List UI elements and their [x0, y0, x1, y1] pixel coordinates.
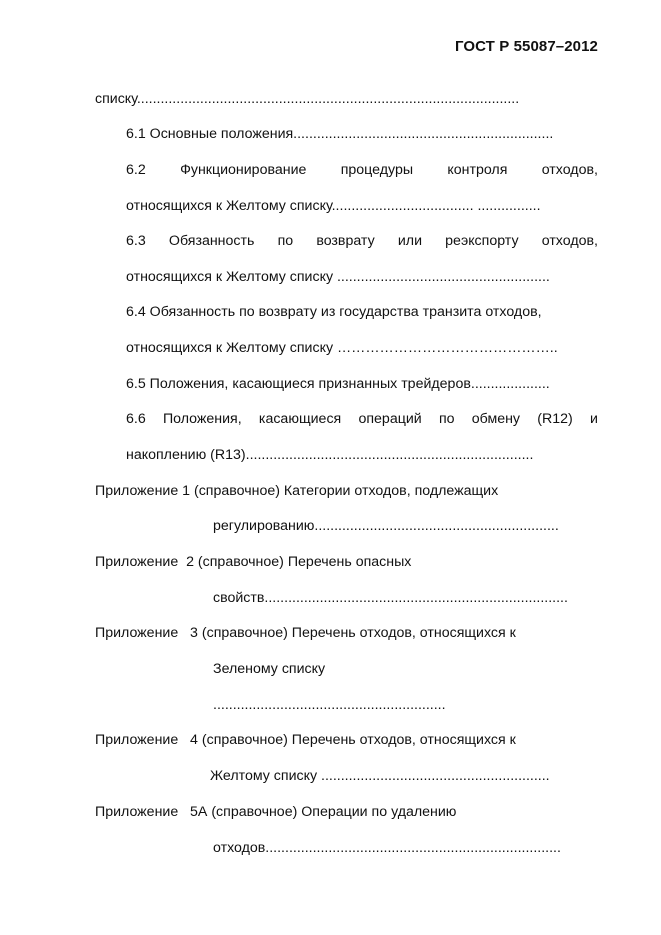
toc-appendix-2: Приложение 2 (справочное) Перечень опасных [95, 554, 412, 570]
document-code-header: ГОСТ Р 55087–2012 [454, 38, 598, 55]
toc-entry-6-3: 6.3 Обязанность по возврату или реэкспорту отходов, [126, 233, 598, 249]
toc-entry-6-2: 6.2 Функционирование процедуры контроля отходов, [126, 162, 598, 178]
toc-entry-6-1: 6.1 Основные положения.................................................................. [126, 126, 554, 142]
toc-line-continuation: списку................................................................................................. [95, 91, 520, 107]
toc-appendix-5a-cont: отходов........................................................................... [213, 840, 561, 856]
toc-appendix-5a: Приложение 5А (справочное) Операции по удалению [95, 804, 457, 820]
toc-appendix-3: Приложение 3 (справочное) Перечень отходов, относящихся к [95, 625, 516, 641]
toc-appendix-1: Приложение 1 (справочное) Категории отходов, подлежащих [95, 483, 499, 499]
toc-entry-6-5: 6.5 Положения, касающиеся признанных трейдеров.................... [126, 376, 550, 392]
toc-appendix-2-cont: свойств............................................................................. [213, 590, 568, 606]
toc-appendix-3-cont: Зеленому списку [213, 661, 326, 677]
toc-entry-6-6-cont: накоплению (R13)......................................................................... [126, 447, 534, 463]
toc-entry-6-2-cont: относящихся к Желтому списку.................................... ................ [126, 198, 541, 214]
toc-entry-6-6: 6.6 Положения, касающиеся операций по обмену (R12) и [126, 411, 598, 427]
toc-appendix-4: Приложение 4 (справочное) Перечень отходов, относящихся к [95, 732, 516, 748]
toc-entry-6-3-cont: относящихся к Желтому списку ...................................................... [126, 269, 550, 285]
toc-appendix-1-cont: регулированию.............................................................. [213, 518, 559, 534]
toc-entry-6-4: 6.4 Обязанность по возврату из государства транзита отходов, [126, 304, 542, 320]
toc-entry-6-4-cont: относящихся к Желтому списку ……………………………………….. [126, 340, 558, 356]
toc-appendix-3-dots: ........................................................... [213, 697, 446, 713]
toc-appendix-4-cont: Желтому списку .......................................................... [210, 768, 550, 784]
